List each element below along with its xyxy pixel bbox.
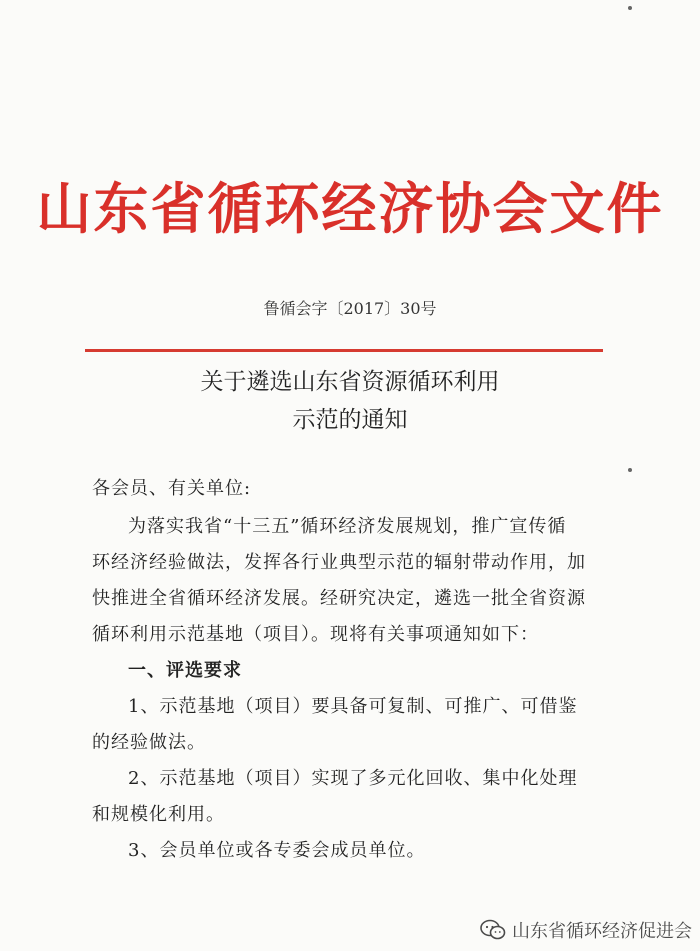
paragraph-line: 循环利用示范基地（项目）。现将有关事项通知如下： [92, 624, 539, 645]
wechat-watermark [480, 917, 692, 943]
list-item-line: 1、示范基地（项目）要具备可复制、可推广、可借鉴 [128, 696, 578, 717]
wechat-icon [480, 919, 506, 941]
paragraph-line: 为落实我省“十三五”循环经济发展规划，推广宣传循 [128, 516, 567, 537]
document-number: 鲁循会字〔2017〕30号 [263, 299, 437, 318]
scan-speck [628, 468, 632, 472]
salutation: 各会员、有关单位: [92, 478, 252, 499]
subject-line-2: 示范的通知 [292, 407, 408, 433]
list-item-line: 3、会员单位或各专委会成员单位。 [128, 840, 426, 861]
subject-line-1: 关于遴选山东省资源循环利用 [200, 369, 500, 395]
red-divider-rule [85, 349, 603, 352]
paragraph-line: 环经济经验做法，发挥各行业典型示范的辐射带动作用，加 [92, 552, 586, 573]
list-item-line: 的经验做法。 [92, 732, 206, 753]
paragraph-line: 快推进全省循环经济发展。经研究决定，遴选一批全省资源 [92, 588, 586, 609]
list-item-line: 和规模化利用。 [92, 804, 225, 825]
watermark-label: 山东省循环经济促进会 [512, 921, 692, 942]
list-item-line: 2、示范基地（项目）实现了多元化回收、集中化处理 [128, 768, 578, 789]
document-header-title: 山东省循环经济协会文件 [36, 176, 664, 241]
section-heading: 一、评选要求 [128, 660, 242, 681]
scan-speck [628, 6, 632, 10]
